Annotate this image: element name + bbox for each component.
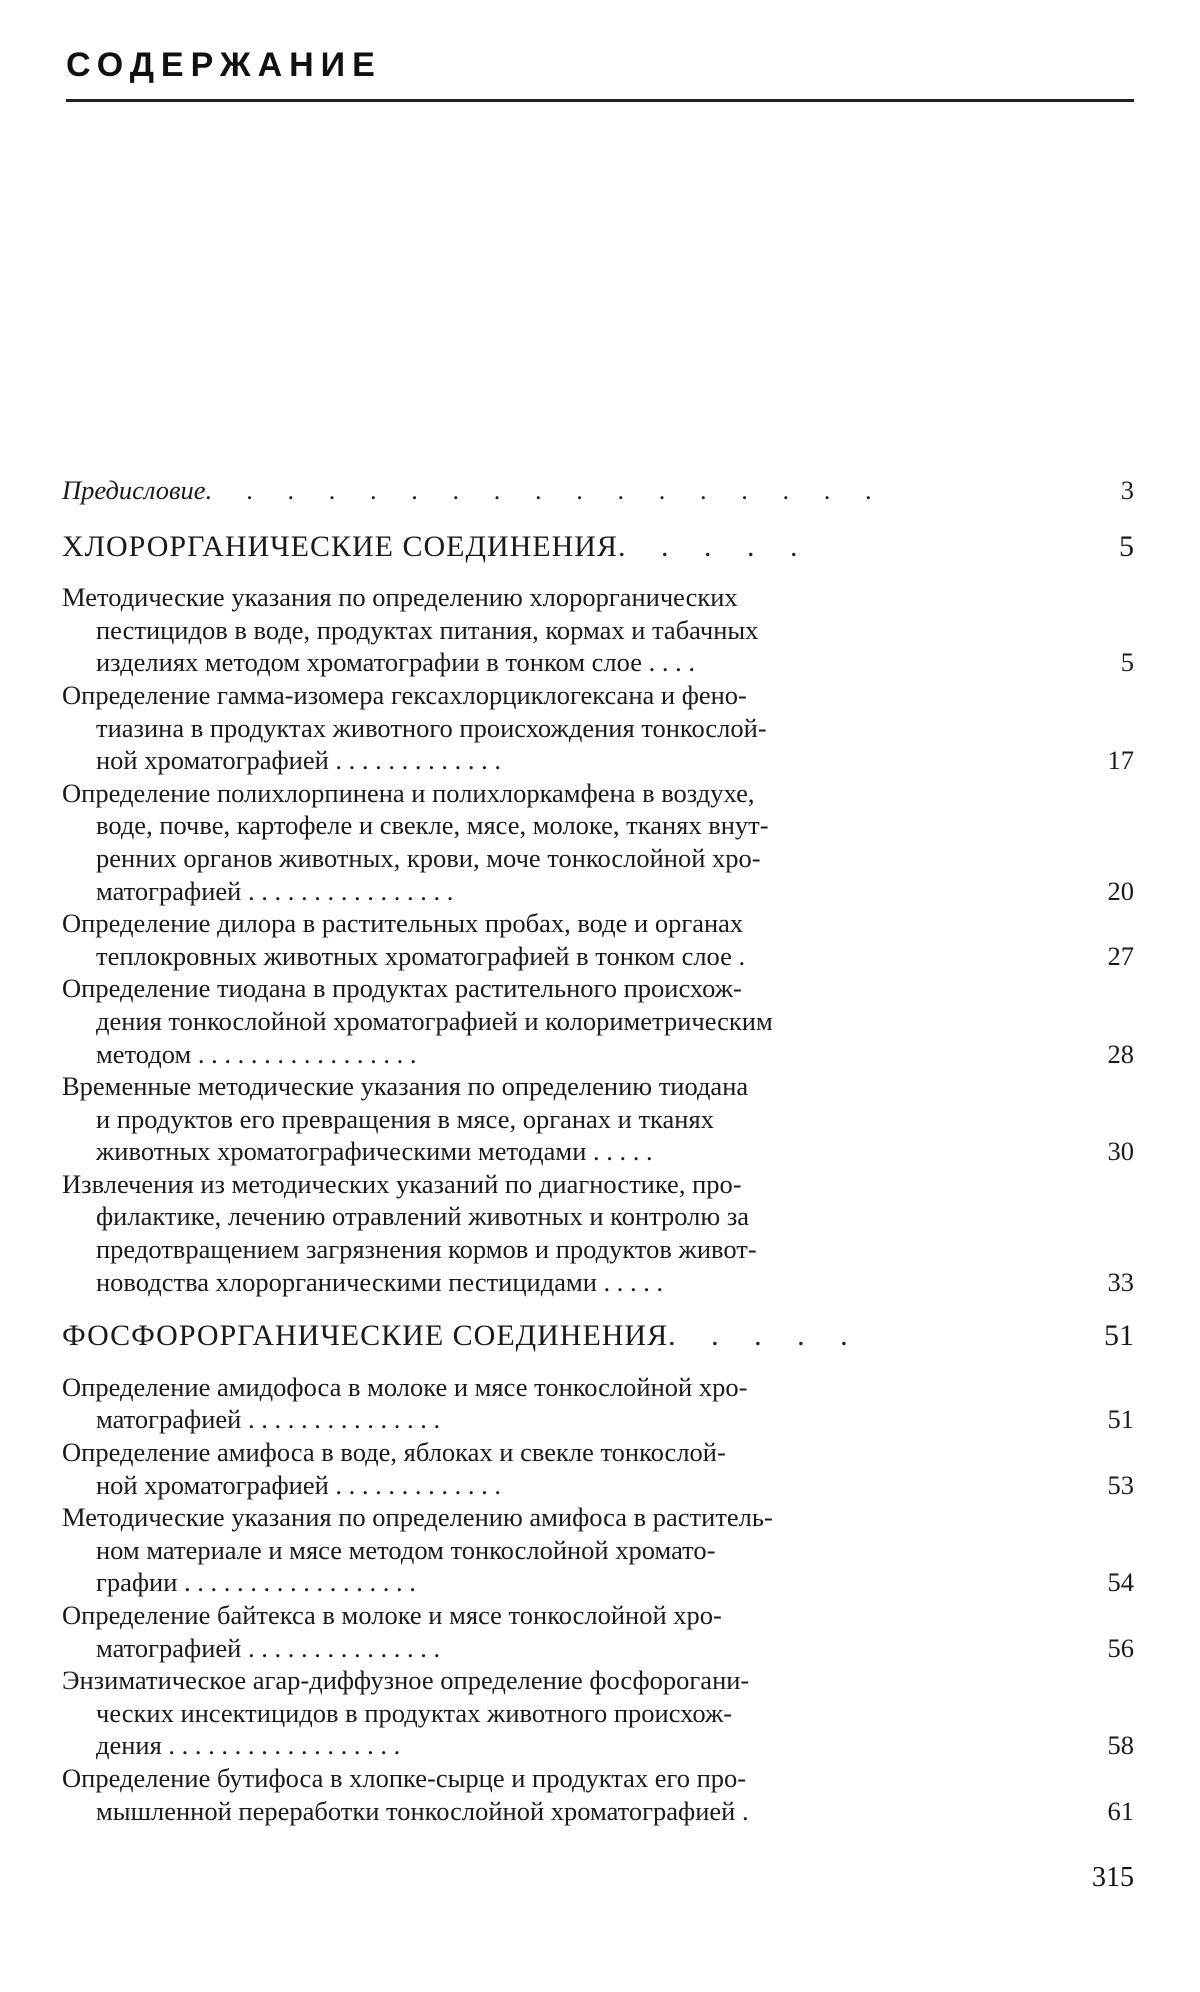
toc-entry-line: матографией . . . . . . . . . . . . . . . bbox=[96, 1632, 441, 1663]
toc-preface-row bbox=[62, 474, 1134, 507]
toc-entry-line: теплокровных животных хроматографией в тонком слое . bbox=[96, 940, 746, 971]
toc-entry-line: воде, почве, картофеле и свекле, мясе, молоке, тканях внут- bbox=[96, 810, 769, 841]
toc-entry-title bbox=[62, 1070, 1076, 1168]
toc-entry-line: пестицидов в воде, продуктах питания, кормах и табачных bbox=[96, 614, 759, 645]
toc-entry bbox=[62, 1168, 1134, 1298]
toc-entry-line: ренних органов животных, крови, моче тонкослойной хро- bbox=[96, 842, 761, 873]
toc-page-number: 51 bbox=[1107, 1404, 1134, 1435]
toc-entry-title bbox=[62, 1762, 1076, 1827]
toc-entry-line: ной хроматографией . . . . . . . . . . . . . bbox=[96, 1469, 502, 1500]
toc-entry bbox=[62, 679, 1134, 777]
toc-page-number: 30 bbox=[1107, 1136, 1134, 1167]
toc-entry bbox=[62, 1371, 1134, 1436]
toc-entry-line: Временные методические указания по определению тиодана bbox=[62, 1071, 749, 1102]
toc-page-number: 27 bbox=[1107, 940, 1134, 971]
toc-entry-title bbox=[62, 581, 1076, 679]
toc-entry-line: Определение полихлорпинена и полихлоркамфена в воздухе, bbox=[62, 777, 755, 808]
header-divider bbox=[66, 99, 1134, 102]
toc-entry bbox=[62, 1599, 1134, 1664]
toc-entry bbox=[62, 907, 1134, 972]
toc-page-number: 33 bbox=[1107, 1266, 1134, 1297]
toc-entry-title bbox=[62, 679, 1076, 777]
toc-entry-line: изделиях методом хроматографии в тонком слое . . . . bbox=[96, 647, 695, 678]
toc-section-heading bbox=[62, 1320, 1134, 1353]
toc-entry-line: животных хроматографическими методами . . . . . bbox=[96, 1136, 653, 1167]
toc-page-number: 56 bbox=[1107, 1632, 1134, 1663]
preface-title-text: Предисловие bbox=[62, 475, 206, 505]
section-title-text: ХЛОРОРГАНИЧЕСКИЕ СОЕДИНЕНИЯ bbox=[62, 529, 618, 563]
toc-entry-line: Определение дилора в растительных пробах, воде и органах bbox=[62, 908, 744, 939]
toc-entry-title bbox=[62, 1599, 1076, 1664]
toc-entry-line: Методические указания по определению хлорорганических bbox=[62, 582, 738, 613]
toc-entry-title bbox=[62, 1501, 1076, 1599]
toc-page-number: 28 bbox=[1107, 1038, 1134, 1069]
toc-entry-line: Определение гамма-изомера гексахлорциклогексана и фено- bbox=[62, 679, 747, 710]
toc-entry-line: новодства хлорорганическими пестицидами . . . . . bbox=[96, 1266, 664, 1297]
toc-entry bbox=[62, 1436, 1134, 1501]
toc-entry bbox=[62, 1501, 1134, 1599]
toc-entry-line: методом . . . . . . . . . . . . . . . . . bbox=[96, 1038, 417, 1069]
toc-entry-title bbox=[62, 777, 1076, 907]
toc-entry bbox=[62, 581, 1134, 679]
dot-leader: . . . . . bbox=[617, 529, 812, 563]
toc-page-number: 5 bbox=[1119, 529, 1134, 563]
toc-page-number: 20 bbox=[1107, 875, 1134, 906]
toc-entry-line: ном материале и мясе методом тонкослойной хромато- bbox=[96, 1534, 716, 1565]
toc-entry-line: мышленной переработки тонкослойной хроматографией . bbox=[96, 1795, 749, 1826]
page-title: СОДЕРЖАНИЕ bbox=[66, 46, 382, 84]
toc-entry-line: матографией . . . . . . . . . . . . . . . . bbox=[96, 875, 454, 906]
toc-sections bbox=[62, 531, 1134, 1828]
toc-entry-title bbox=[62, 972, 1076, 1070]
toc-entry-line: ческих инсектицидов в продуктах животного происхож- bbox=[96, 1697, 733, 1728]
toc-entry bbox=[62, 1762, 1134, 1827]
toc-page-number: 58 bbox=[1107, 1730, 1134, 1761]
toc-page-number: 5 bbox=[1120, 647, 1134, 678]
toc-entry-title bbox=[62, 1436, 1076, 1501]
toc-entry-line: дения . . . . . . . . . . . . . . . . . . bbox=[96, 1730, 401, 1761]
toc-entry-line: Определение бутифоса в хлопке-сырце и продуктах его про- bbox=[62, 1762, 747, 1793]
toc-page-number: 54 bbox=[1107, 1567, 1134, 1598]
toc-entry-line: Энзиматическое агар-диффузное определение фосфорогани- bbox=[62, 1665, 750, 1696]
toc-entry bbox=[62, 1664, 1134, 1762]
toc-entry-line: графии . . . . . . . . . . . . . . . . . . bbox=[96, 1567, 416, 1598]
section-title bbox=[62, 1320, 1042, 1353]
toc-entry-line: матографией . . . . . . . . . . . . . . . bbox=[96, 1404, 441, 1435]
dot-leader: . . . . . . . . . . . . . . . . . bbox=[205, 475, 887, 505]
toc-entry-line: тиазина в продуктах животного происхождения тонкослой- bbox=[96, 712, 767, 743]
toc-entry-line: Определение амидофоса в молоке и мясе тонкослойной хро- bbox=[62, 1371, 748, 1402]
toc-entry-line: ной хроматографией . . . . . . . . . . . . . bbox=[96, 745, 502, 776]
toc-entry-title bbox=[62, 1168, 1076, 1298]
table-of-contents bbox=[62, 474, 1134, 1827]
toc-section-heading bbox=[62, 531, 1134, 564]
toc-page-number: 53 bbox=[1107, 1469, 1134, 1500]
toc-entry bbox=[62, 777, 1134, 907]
toc-entry-title bbox=[62, 1664, 1076, 1762]
toc-entry bbox=[62, 1070, 1134, 1168]
toc-entry-line: дения тонкослойной хроматографией и колориметрическим bbox=[96, 1005, 773, 1036]
toc-page-number: 51 bbox=[1104, 1319, 1134, 1353]
toc-page-number: 3 bbox=[1120, 475, 1134, 505]
toc-page-number: 17 bbox=[1107, 745, 1134, 776]
page-number: 315 bbox=[1092, 1862, 1134, 1893]
section-title-text: ФОСФОРОРГАНИЧЕСКИЕ СОЕДИНЕНИЯ bbox=[62, 1319, 669, 1353]
toc-entry bbox=[62, 972, 1134, 1070]
toc-entry-line: Определение тиодана в продуктах растительного происхож- bbox=[62, 973, 742, 1004]
toc-page-number: 61 bbox=[1107, 1795, 1134, 1826]
toc-entry-line: Методические указания по определению амифоса в раститель- bbox=[62, 1502, 773, 1533]
toc-entry-title bbox=[62, 907, 1076, 972]
toc-entry-line: филактике, лечению отравлений животных и контролю за bbox=[96, 1201, 750, 1232]
toc-entry-line: Определение байтекса в молоке и мясе тонкослойной хро- bbox=[62, 1600, 722, 1630]
toc-entry-line: и продуктов его превращения в мясе, органах и тканях bbox=[96, 1103, 714, 1134]
toc-entry-line: Извлечения из методических указаний по диагностике, про- bbox=[62, 1168, 742, 1199]
toc-entry-line: предотвращением загрязнения кормов и продуктов живот- bbox=[96, 1234, 757, 1265]
dot-leader: . . . . . bbox=[668, 1319, 862, 1353]
toc-entry-line: Определение амифоса в воде, яблоках и свекле тонкослой- bbox=[62, 1437, 726, 1468]
toc-preface-title bbox=[62, 474, 1042, 507]
toc-entry-title bbox=[62, 1371, 1076, 1436]
section-title bbox=[62, 531, 1042, 564]
section-spacer bbox=[62, 1298, 1134, 1320]
